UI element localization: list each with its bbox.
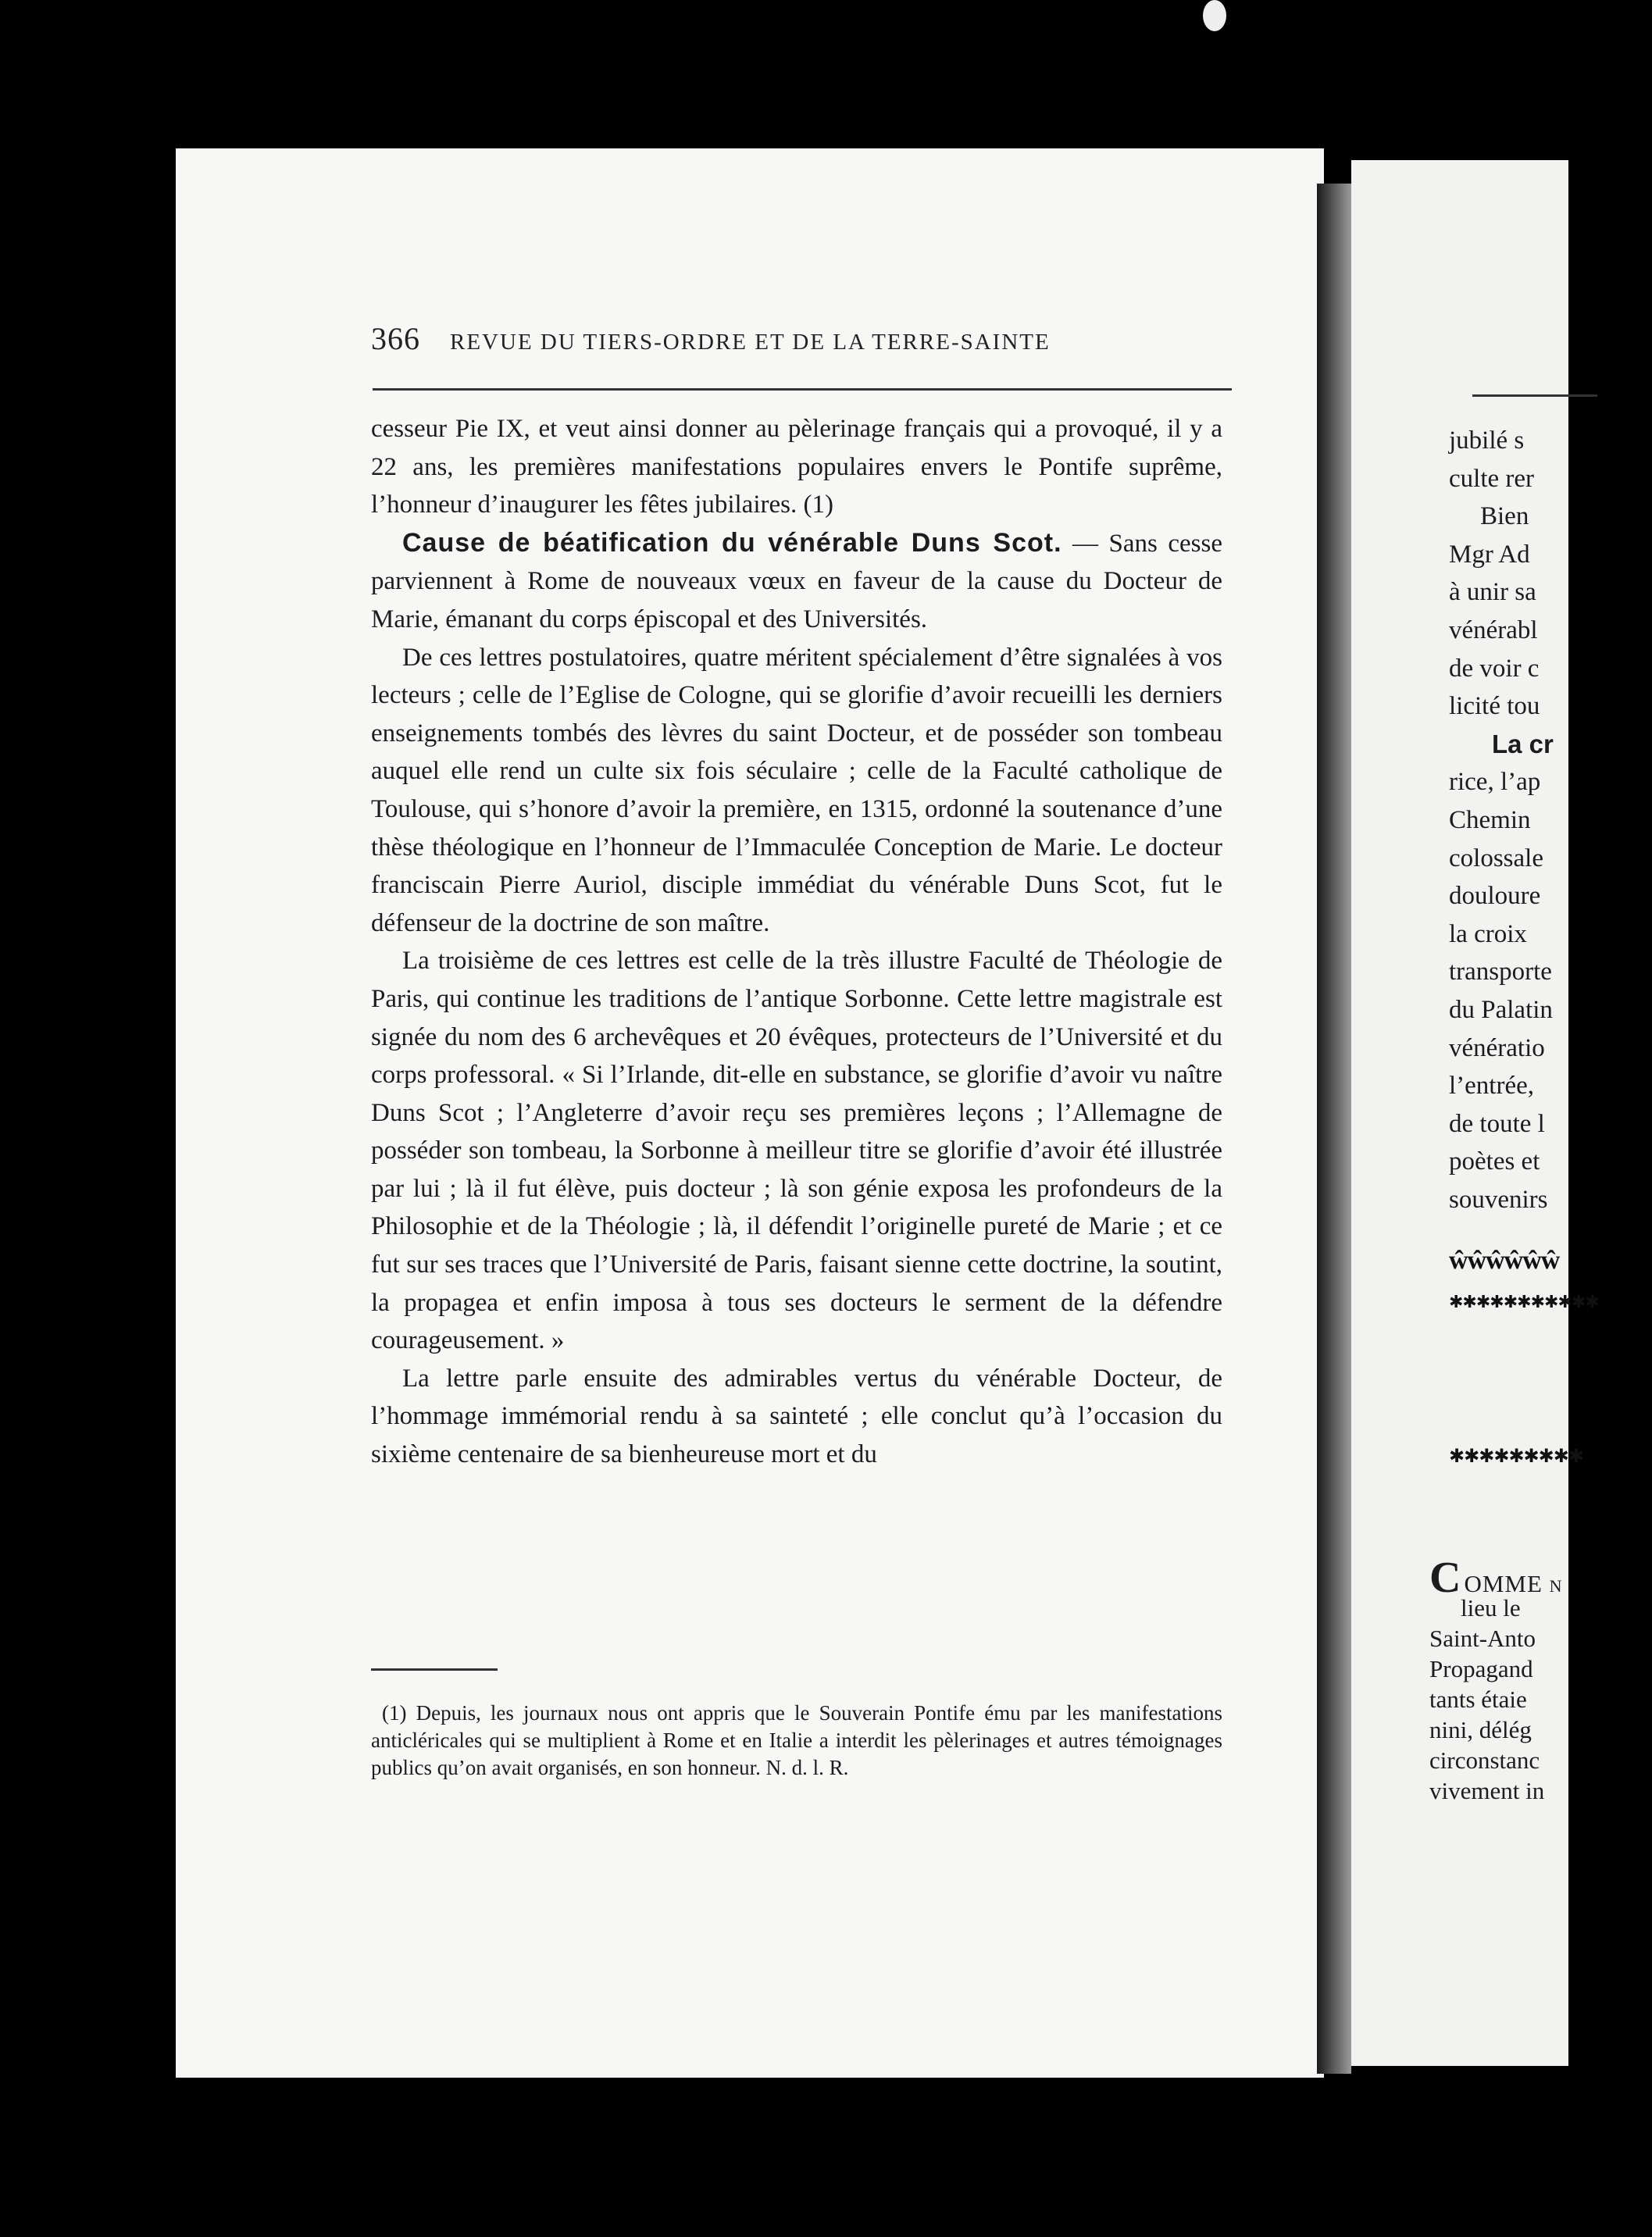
right-line: Chemin — [1449, 805, 1531, 834]
right-line: du Palatin — [1449, 995, 1553, 1024]
footnote-text: (1) Depuis, les journaux nous ont appris que le Souverain Pontife ému par les manifestations anticléricales qui se multiplient à Rome et en Italie a interdit les pèlerinages et autres témoignages publics qu’on avait organisés, en son honneur. N. d. l. R. — [371, 1701, 1222, 1779]
footnote — [371, 1700, 1222, 1782]
right-line: douloure — [1449, 882, 1541, 911]
running-title: REVUE DU TIERS-ORDRE ET DE LA TERRE-SAINTE — [450, 330, 1051, 355]
right-line: transporte — [1449, 958, 1552, 986]
paragraph-1: cesseur Pie IX, et veut ainsi donner au pèlerinage français qui a provoqué, il y a 22 ans, les premières manifestations populaires envers le Pontife suprême, l’honneur d’inaugurer les fêtes jubilaires. (1) — [371, 415, 1222, 519]
article-body — [371, 410, 1222, 1474]
star-ornament-row-2: ✱✱✱✱✱✱✱✱✱ — [1449, 1445, 1583, 1467]
first-line-rest: OMME n — [1464, 1570, 1563, 1597]
decorative-ornament-band: ŵŵŵŵŵŵ — [1449, 1246, 1560, 1275]
header-rule — [373, 388, 1232, 391]
book-gutter — [1317, 184, 1351, 2074]
right-line: circonstanc — [1429, 1746, 1540, 1774]
right-line: lieu le — [1461, 1594, 1521, 1622]
star-ornament-row: ✱✱✱✱✱✱✱✱✱✱✱ — [1449, 1293, 1599, 1312]
right-line: vénératio — [1449, 1033, 1545, 1062]
paragraph-5: La lettre parle ensuite des admirables vertus du vénérable Docteur, de l’hommage immémorial rendu à sa sainteté ; elle conclut qu’à l’occasion du sixième centenaire de sa bienheureuse mort et du — [371, 1364, 1222, 1469]
right-first-line — [1429, 1554, 1648, 1602]
right-line: Bien — [1480, 502, 1529, 531]
right-heading-fragment: La cr — [1492, 729, 1554, 758]
right-line: tants étaie — [1429, 1686, 1527, 1713]
right-page-text-bottom — [1429, 1554, 1648, 1806]
right-line: souvenirs — [1449, 1185, 1548, 1214]
paragraph-2-text: — Sans cesse parviennent à Rome de nouveaux vœux en faveur de la cause du Docteur de Marie, émanant du corps épiscopal et des Universités. — [371, 529, 1222, 633]
right-line: colossale — [1449, 844, 1543, 872]
page-header — [371, 320, 1234, 357]
footnote-rule — [371, 1668, 498, 1671]
right-line: de toute l — [1449, 1109, 1545, 1138]
right-line: l’entrée, — [1449, 1072, 1535, 1101]
section-heading: Cause de béatification du vénérable Duns Scot. — [402, 527, 1062, 558]
page-number: 366 — [371, 321, 420, 356]
right-page-rule — [1472, 394, 1597, 397]
paragraph-2 — [371, 524, 1222, 639]
paragraph-4: La troisième de ces lettres est celle de la très illustre Faculté de Théologie de Paris, qui continue les traditions de l’antique Sorbonne. Cette lettre magistrale est signée du nom des 6 archevêques et 20 évêques, protecteurs de l’Université et du corps professoral. « Si l’Irlande, dit-elle en substance, se glorifie d’avoir vu naître Duns Scot ; l’Angleterre d’avoir reçu ses premières leçons ; l’Allemagne de posséder son tombeau, la Sorbonne à meilleur titre se glorifie d’avoir été illustrée par lui ; là il fut élève, puis docteur ; là son génie exposa les profondeurs de la Philosophie et de la Théologie ; là, il défendit l’originelle pureté de Marie ; et ce fut sur ses traces que l’Université de Paris, faisant sienne cette doctrine, la soutint, la propagea et enfin imposa à tous ses docteurs le serment de la défendre courageusement. » — [371, 947, 1222, 1355]
right-line: vivement in — [1429, 1777, 1545, 1804]
right-line: licité tou — [1449, 692, 1540, 721]
right-line: vénérabl — [1449, 615, 1538, 644]
right-line: culte rer — [1449, 464, 1535, 493]
right-line: la croix — [1449, 919, 1527, 948]
right-line: nini, délég — [1429, 1716, 1532, 1743]
right-line: Saint-Anto — [1429, 1625, 1536, 1652]
drop-cap: C — [1429, 1554, 1461, 1602]
right-line: jubilé s — [1449, 426, 1525, 455]
paragraph-3: De ces lettres postulatoires, quatre méritent spécialement d’être signalées à vos lecteurs ; celle de l’Eglise de Cologne, qui se glorifie d’avoir recueilli les derniers enseignements tombés des lèvres du saint Docteur, et de posséder son tombeau auquel elle rend un culte six fois séculaire ; celle de la Faculté catholique de Toulouse, qui s’honore d’avoir la première, en 1315, ordonné la soutenance d’une thèse théologique en l’honneur de l’Immaculée Conception de Marie. Le docteur franciscain Pierre Auriol, disciple immédiat du vénérable Duns Scot, fut le défenseur de la doctrine de son maître. — [371, 643, 1222, 937]
right-line: rice, l’ap — [1449, 768, 1541, 797]
dust-speck — [1203, 0, 1226, 31]
right-page-text-top — [1449, 422, 1652, 1218]
right-line: poètes et — [1449, 1147, 1540, 1176]
right-line: Mgr Ad — [1449, 540, 1530, 569]
right-line: de voir c — [1449, 654, 1540, 683]
right-line: Propagand — [1429, 1655, 1533, 1682]
right-line: à unir sa — [1449, 578, 1536, 607]
